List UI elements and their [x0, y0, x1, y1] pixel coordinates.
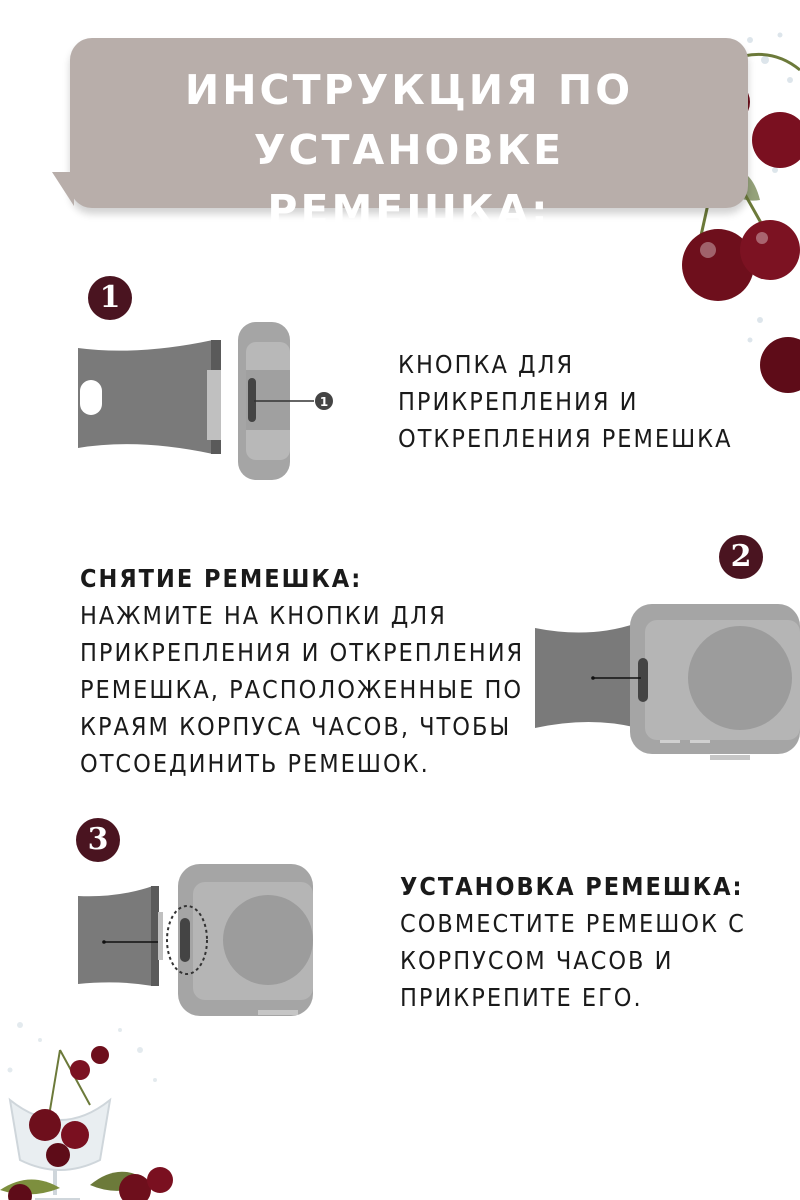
step-3-badge: 3	[76, 818, 120, 862]
step-1-line: КНОПКА ДЛЯ	[398, 350, 575, 379]
step-2-text	[80, 560, 524, 782]
step-1-illustration	[78, 320, 338, 485]
step-2-badge: 2	[719, 535, 763, 579]
page-title: ИНСТРУКЦИЯ ПО УСТАНОВКЕ РЕМЕШКА:	[184, 66, 634, 234]
svg-text:1: 1	[319, 395, 329, 409]
strap	[78, 886, 153, 986]
step-3-line: СОВМЕСТИТЕ РЕМЕШОК С	[400, 909, 746, 938]
step-3-line: КОРПУСОМ ЧАСОВ И	[400, 946, 674, 975]
step-3-illustration	[78, 862, 313, 1017]
release-button	[248, 378, 256, 422]
strap	[535, 620, 645, 730]
step-2-line: НАЖМИТЕ НА КНОПКИ ДЛЯ	[80, 601, 447, 630]
step-2-illustration	[535, 600, 800, 760]
step-3-heading: УСТАНОВКА РЕМЕШКА:	[400, 872, 744, 901]
step-1-line: ПРИКРЕПЛЕНИЯ И	[398, 387, 639, 416]
step-1-line: ОТКРЕПЛЕНИЯ РЕМЕШКА	[398, 424, 733, 453]
step-2-line: РЕМЕШКА, РАСПОЛОЖЕННЫЕ ПО	[80, 675, 524, 704]
step-1-badge: 1	[88, 276, 132, 320]
release-button	[638, 658, 648, 702]
step-2-line: ОТСОЕДИНИТЬ РЕМЕШОК.	[80, 749, 430, 778]
step-3-text	[400, 868, 746, 1016]
cherries-glass-decoration	[0, 1010, 175, 1200]
step-2-heading: СНЯТИЕ РЕМЕШКА:	[80, 564, 363, 593]
step-1-text	[398, 346, 733, 457]
step-2-line: ПРИКРЕПЛЕНИЯ И ОТКРЕПЛЕНИЯ	[80, 638, 525, 667]
release-button	[180, 918, 190, 962]
step-3-line: ПРИКРЕПИТЕ ЕГО.	[400, 983, 643, 1012]
strap-hole	[80, 380, 102, 415]
step-2-line: КРАЯМ КОРПУСА ЧАСОВ, ЧТОБЫ	[80, 712, 512, 741]
